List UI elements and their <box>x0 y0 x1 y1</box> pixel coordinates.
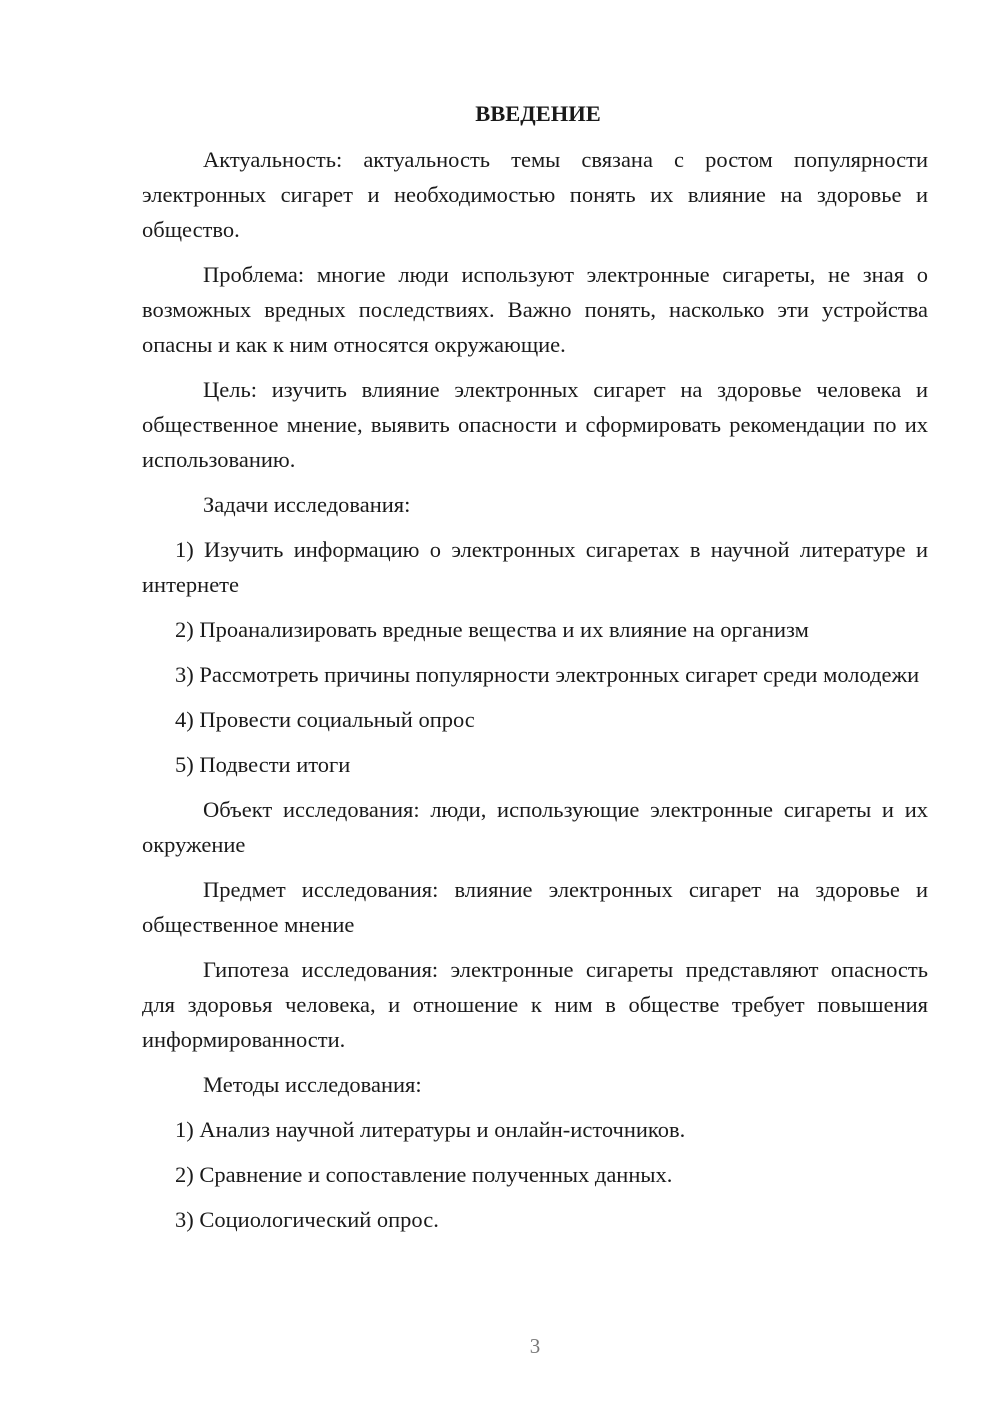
task-item-2: 2) Проанализировать вредные вещества и их влияние на организм <box>175 617 809 642</box>
section-title: ВВЕДЕНИЕ <box>475 101 601 126</box>
method-item-3: 3) Социологический опрос. <box>175 1207 439 1232</box>
hypothesis-paragraph: Гипотеза исследования: электронные сигареты представляют опасность для здоровья человека, и отношение к ним в обществе требует повышения информированности. <box>142 957 928 1052</box>
task-item-1: 1) Изучить информацию о электронных сигаретах в научной литературе и интернете <box>142 537 928 597</box>
methods-heading: Методы исследования: <box>203 1072 422 1097</box>
task-item-5: 5) Подвести итоги <box>175 752 351 777</box>
tasks-heading: Задачи исследования: <box>203 492 411 517</box>
page-number: 3 <box>529 1334 541 1358</box>
subject-paragraph: Предмет исследования: влияние электронных сигарет на здоровье и общественное мнение <box>142 877 928 937</box>
document-page <box>142 96 928 1237</box>
task-item-3: 3) Рассмотреть причины популярности электронных сигарет среди молодежи <box>175 662 920 687</box>
goal-paragraph: Цель: изучить влияние электронных сигарет на здоровье человека и общественное мнение, выявить опасности и сформировать рекомендации по их использованию. <box>142 377 928 472</box>
method-item-2: 2) Сравнение и сопоставление полученных данных. <box>175 1162 673 1187</box>
relevance-paragraph: Актуальность: актуальность темы связана с ростом популярности электронных сигарет и необходимостью понять их влияние на здоровье и общество. <box>142 147 928 242</box>
object-paragraph: Объект исследования: люди, использующие электронные сигареты и их окружение <box>142 797 928 857</box>
method-item-1: 1) Анализ научной литературы и онлайн-источников. <box>175 1117 686 1142</box>
task-item-4: 4) Провести социальный опрос <box>175 707 475 732</box>
problem-paragraph: Проблема: многие люди используют электронные сигареты, не зная о возможных вредных последствиях. Важно понять, насколько эти устройства опасны и как к ним относятся окружающие. <box>142 262 928 357</box>
